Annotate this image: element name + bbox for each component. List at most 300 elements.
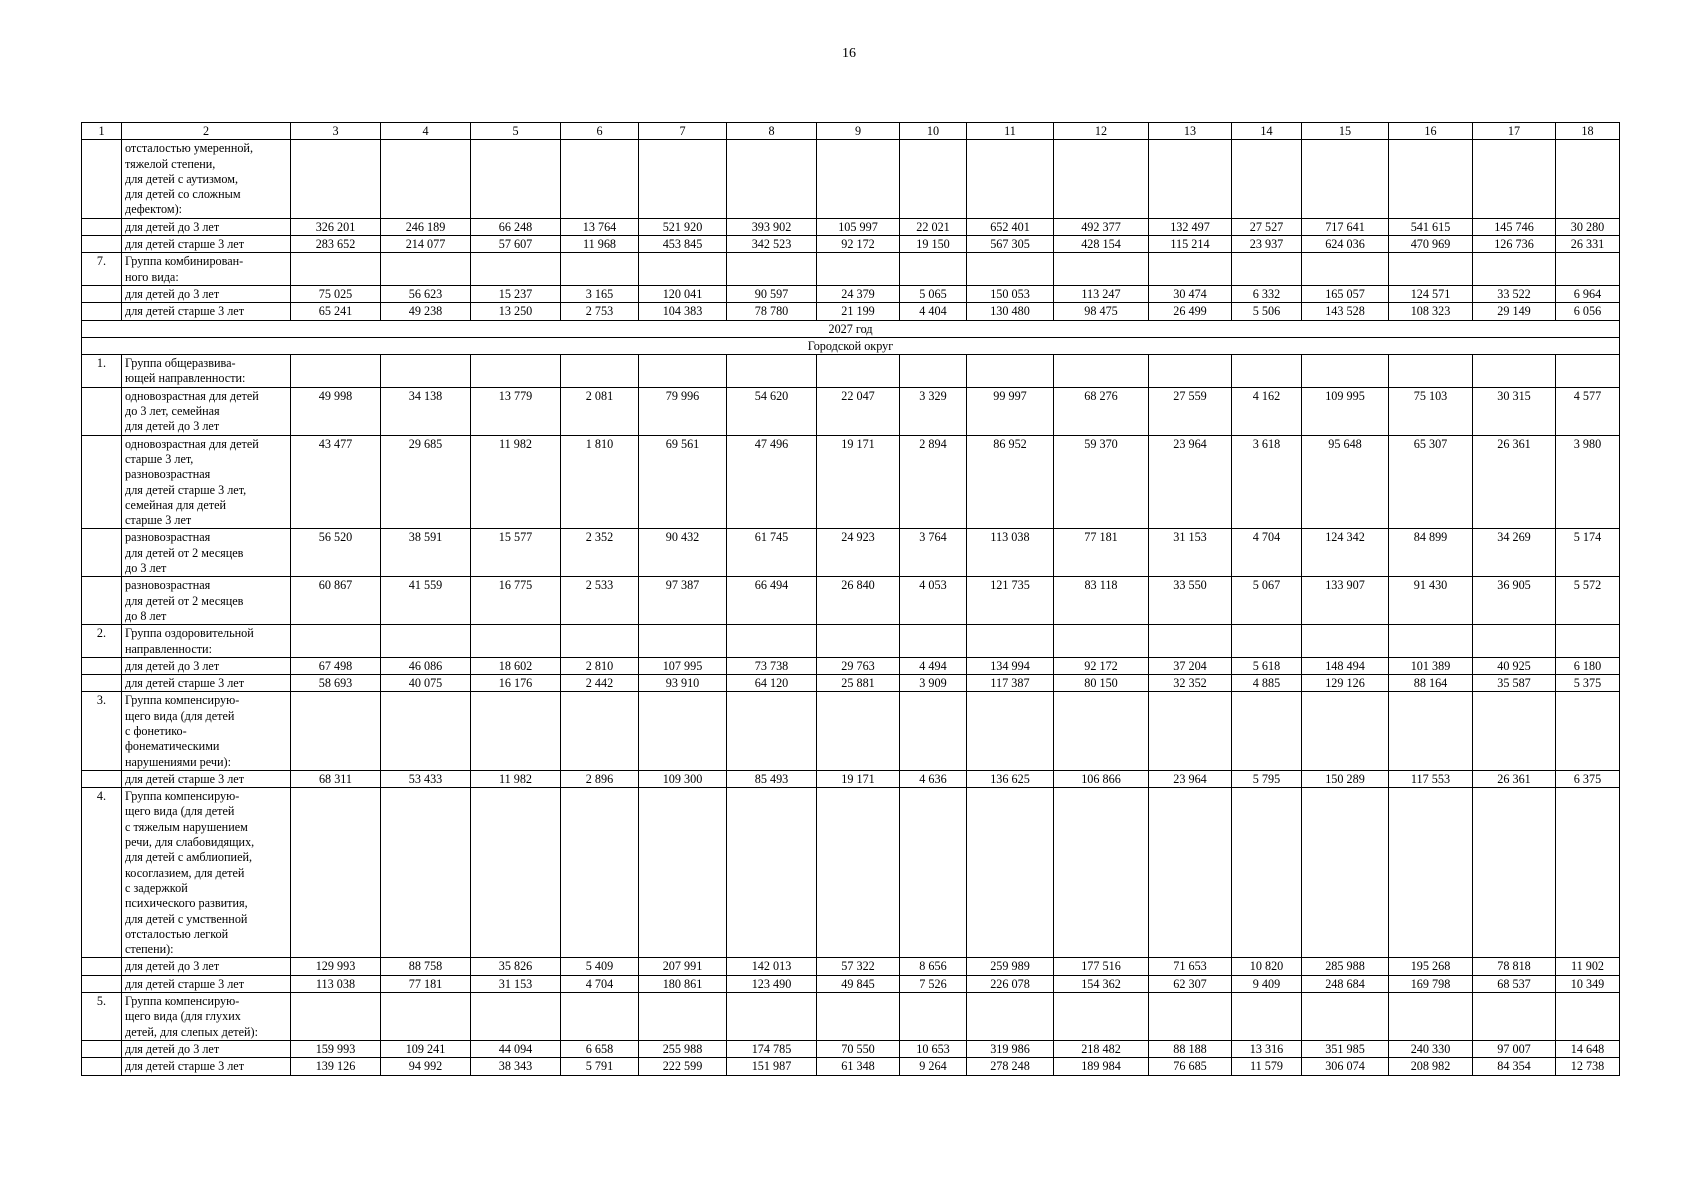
value-cell: 92 172 (817, 236, 900, 253)
value-cell (1473, 625, 1556, 658)
row-number (82, 285, 122, 302)
value-cell: 69 561 (639, 435, 727, 529)
row-label: разновозрастная для детей от 2 месяцев до 3 лет (122, 529, 291, 577)
value-cell (291, 355, 381, 388)
value-cell (967, 625, 1054, 658)
value-cell (1232, 692, 1302, 770)
value-cell (967, 253, 1054, 286)
value-cell: 126 736 (1473, 236, 1556, 253)
value-cell: 32 352 (1149, 675, 1232, 692)
value-cell: 78 818 (1473, 958, 1556, 975)
table-row (82, 529, 1620, 577)
value-cell (639, 253, 727, 286)
value-cell (817, 788, 900, 958)
table-row (82, 692, 1620, 770)
value-cell: 4 494 (900, 657, 967, 674)
value-cell: 259 989 (967, 958, 1054, 975)
value-cell: 13 316 (1232, 1040, 1302, 1057)
row-number (82, 975, 122, 992)
value-cell: 21 199 (817, 303, 900, 320)
value-cell: 218 482 (1054, 1040, 1149, 1057)
value-cell: 13 779 (471, 387, 561, 435)
row-number (82, 958, 122, 975)
value-cell (1149, 692, 1232, 770)
value-cell (727, 355, 817, 388)
value-cell: 3 329 (900, 387, 967, 435)
value-cell: 16 775 (471, 577, 561, 625)
value-cell: 106 866 (1054, 770, 1149, 787)
value-cell: 11 982 (471, 435, 561, 529)
value-cell (967, 993, 1054, 1041)
value-cell: 2 896 (561, 770, 639, 787)
value-cell: 98 475 (1054, 303, 1149, 320)
value-cell: 120 041 (639, 285, 727, 302)
value-cell: 68 311 (291, 770, 381, 787)
value-cell (1054, 788, 1149, 958)
row-label: разновозрастная для детей от 2 месяцев до 8 лет (122, 577, 291, 625)
value-cell: 129 126 (1302, 675, 1389, 692)
value-cell: 342 523 (727, 236, 817, 253)
value-cell: 26 361 (1473, 435, 1556, 529)
value-cell: 37 204 (1149, 657, 1232, 674)
value-cell: 5 065 (900, 285, 967, 302)
value-cell (1473, 993, 1556, 1041)
value-cell: 41 559 (381, 577, 471, 625)
value-cell (1149, 788, 1232, 958)
value-cell: 4 577 (1556, 387, 1620, 435)
value-cell (471, 355, 561, 388)
row-label: для детей до 3 лет (122, 657, 291, 674)
value-cell (817, 355, 900, 388)
value-cell: 165 057 (1302, 285, 1389, 302)
value-cell: 75 103 (1389, 387, 1473, 435)
value-cell: 6 180 (1556, 657, 1620, 674)
data-table (81, 122, 1620, 1076)
value-cell: 97 387 (639, 577, 727, 625)
value-cell: 1 810 (561, 435, 639, 529)
section-heading: 2027 год (82, 320, 1620, 337)
value-cell: 255 988 (639, 1040, 727, 1057)
value-cell (291, 692, 381, 770)
value-cell (1389, 788, 1473, 958)
value-cell (727, 993, 817, 1041)
row-label: отсталостью умеренной, тяжелой степени, для детей с аутизмом, для детей со сложным дефектом): (122, 140, 291, 218)
value-cell: 95 648 (1302, 435, 1389, 529)
value-cell (727, 788, 817, 958)
row-number (82, 236, 122, 253)
value-cell (1556, 625, 1620, 658)
row-label: для детей старше 3 лет (122, 1058, 291, 1075)
value-cell: 57 322 (817, 958, 900, 975)
table-row (82, 236, 1620, 253)
column-number-13: 13 (1149, 123, 1232, 140)
value-cell: 77 181 (1054, 529, 1149, 577)
value-cell (639, 355, 727, 388)
value-cell (817, 140, 900, 218)
value-cell: 319 986 (967, 1040, 1054, 1057)
value-cell: 68 276 (1054, 387, 1149, 435)
value-cell: 177 516 (1054, 958, 1149, 975)
value-cell: 174 785 (727, 1040, 817, 1057)
value-cell: 19 171 (817, 770, 900, 787)
row-number: 5. (82, 993, 122, 1041)
value-cell (561, 355, 639, 388)
value-cell: 107 995 (639, 657, 727, 674)
value-cell: 68 537 (1473, 975, 1556, 992)
column-number-10: 10 (900, 123, 967, 140)
value-cell: 9 264 (900, 1058, 967, 1075)
value-cell (817, 692, 900, 770)
value-cell: 56 623 (381, 285, 471, 302)
value-cell: 49 998 (291, 387, 381, 435)
value-cell: 40 925 (1473, 657, 1556, 674)
value-cell: 541 615 (1389, 218, 1473, 235)
value-cell: 115 214 (1149, 236, 1232, 253)
value-cell: 393 902 (727, 218, 817, 235)
value-cell: 78 780 (727, 303, 817, 320)
value-cell (727, 625, 817, 658)
value-cell: 101 389 (1389, 657, 1473, 674)
value-cell (1232, 355, 1302, 388)
value-cell (1556, 788, 1620, 958)
value-cell: 12 738 (1556, 1058, 1620, 1075)
value-cell: 492 377 (1054, 218, 1149, 235)
value-cell (561, 140, 639, 218)
value-cell (1302, 788, 1389, 958)
value-cell: 226 078 (967, 975, 1054, 992)
value-cell: 240 330 (1389, 1040, 1473, 1057)
value-cell (381, 993, 471, 1041)
value-cell: 90 432 (639, 529, 727, 577)
value-cell: 35 826 (471, 958, 561, 975)
value-cell: 5 506 (1232, 303, 1302, 320)
value-cell: 56 520 (291, 529, 381, 577)
value-cell: 88 164 (1389, 675, 1473, 692)
section-heading: Городской округ (82, 337, 1620, 354)
value-cell: 129 993 (291, 958, 381, 975)
value-cell (1232, 993, 1302, 1041)
value-cell (1054, 253, 1149, 286)
column-number-6: 6 (561, 123, 639, 140)
value-cell: 54 620 (727, 387, 817, 435)
value-cell: 76 685 (1149, 1058, 1232, 1075)
value-cell (1389, 692, 1473, 770)
value-cell: 34 269 (1473, 529, 1556, 577)
row-label: для детей старше 3 лет (122, 975, 291, 992)
value-cell (471, 253, 561, 286)
value-cell: 108 323 (1389, 303, 1473, 320)
value-cell: 26 499 (1149, 303, 1232, 320)
row-number (82, 387, 122, 435)
value-cell: 40 075 (381, 675, 471, 692)
table-row (82, 577, 1620, 625)
value-cell (1302, 253, 1389, 286)
value-cell: 80 150 (1054, 675, 1149, 692)
value-cell: 3 764 (900, 529, 967, 577)
row-label: одновозрастная для детей до 3 лет, семейная для детей до 3 лет (122, 387, 291, 435)
value-cell: 3 618 (1232, 435, 1302, 529)
value-cell: 109 241 (381, 1040, 471, 1057)
value-cell (1054, 692, 1149, 770)
table-row (82, 1040, 1620, 1057)
value-cell (1389, 355, 1473, 388)
value-cell: 75 025 (291, 285, 381, 302)
value-cell: 90 597 (727, 285, 817, 302)
value-cell (381, 692, 471, 770)
value-cell: 16 176 (471, 675, 561, 692)
value-cell: 31 153 (1149, 529, 1232, 577)
value-cell: 65 307 (1389, 435, 1473, 529)
value-cell (471, 140, 561, 218)
column-number-5: 5 (471, 123, 561, 140)
value-cell: 169 798 (1389, 975, 1473, 992)
column-number-2: 2 (122, 123, 291, 140)
value-cell: 19 150 (900, 236, 967, 253)
value-cell: 104 383 (639, 303, 727, 320)
column-number-18: 18 (1556, 123, 1620, 140)
value-cell: 86 952 (967, 435, 1054, 529)
value-cell: 2 753 (561, 303, 639, 320)
value-cell: 66 248 (471, 218, 561, 235)
value-cell: 133 907 (1302, 577, 1389, 625)
value-cell: 59 370 (1054, 435, 1149, 529)
value-cell (291, 625, 381, 658)
value-cell: 2 081 (561, 387, 639, 435)
table-row (82, 387, 1620, 435)
value-cell: 29 149 (1473, 303, 1556, 320)
value-cell (291, 253, 381, 286)
value-cell: 26 361 (1473, 770, 1556, 787)
value-cell: 285 988 (1302, 958, 1389, 975)
value-cell: 22 021 (900, 218, 967, 235)
value-cell: 36 905 (1473, 577, 1556, 625)
table-row (82, 253, 1620, 286)
value-cell: 22 047 (817, 387, 900, 435)
value-cell: 57 607 (471, 236, 561, 253)
value-cell (1556, 253, 1620, 286)
value-cell: 33 522 (1473, 285, 1556, 302)
table-row (82, 770, 1620, 787)
value-cell: 117 387 (967, 675, 1054, 692)
value-cell (639, 692, 727, 770)
value-cell: 30 315 (1473, 387, 1556, 435)
value-cell: 10 349 (1556, 975, 1620, 992)
value-cell (561, 253, 639, 286)
value-cell: 130 480 (967, 303, 1054, 320)
value-cell: 83 118 (1054, 577, 1149, 625)
row-number: 2. (82, 625, 122, 658)
row-number: 1. (82, 355, 122, 388)
row-number (82, 435, 122, 529)
value-cell: 6 658 (561, 1040, 639, 1057)
table-row (82, 303, 1620, 320)
value-cell: 109 300 (639, 770, 727, 787)
value-cell (967, 692, 1054, 770)
value-cell (1054, 625, 1149, 658)
value-cell: 10 653 (900, 1040, 967, 1057)
value-cell (1054, 355, 1149, 388)
value-cell: 143 528 (1302, 303, 1389, 320)
value-cell: 5 572 (1556, 577, 1620, 625)
value-cell (727, 692, 817, 770)
value-cell: 11 968 (561, 236, 639, 253)
value-cell (1054, 993, 1149, 1041)
value-cell: 19 171 (817, 435, 900, 529)
column-number-11: 11 (967, 123, 1054, 140)
value-cell: 44 094 (471, 1040, 561, 1057)
value-cell: 246 189 (381, 218, 471, 235)
value-cell (639, 140, 727, 218)
table-row (82, 675, 1620, 692)
value-cell: 6 056 (1556, 303, 1620, 320)
table-body (82, 123, 1620, 1076)
value-cell: 326 201 (291, 218, 381, 235)
value-cell (817, 253, 900, 286)
value-cell: 248 684 (1302, 975, 1389, 992)
row-label: для детей до 3 лет (122, 1040, 291, 1057)
value-cell (1302, 355, 1389, 388)
value-cell (727, 140, 817, 218)
value-cell: 150 053 (967, 285, 1054, 302)
value-cell: 23 964 (1149, 770, 1232, 787)
value-cell: 5 791 (561, 1058, 639, 1075)
row-label: для детей до 3 лет (122, 285, 291, 302)
value-cell: 99 997 (967, 387, 1054, 435)
value-cell (1149, 253, 1232, 286)
value-cell (1473, 253, 1556, 286)
row-label: для детей до 3 лет (122, 958, 291, 975)
value-cell: 64 120 (727, 675, 817, 692)
value-cell: 58 693 (291, 675, 381, 692)
row-number (82, 577, 122, 625)
value-cell: 2 352 (561, 529, 639, 577)
value-cell: 29 763 (817, 657, 900, 674)
value-cell (471, 625, 561, 658)
value-cell (1232, 253, 1302, 286)
value-cell: 4 636 (900, 770, 967, 787)
value-cell (1232, 625, 1302, 658)
value-cell (471, 993, 561, 1041)
value-cell: 70 550 (817, 1040, 900, 1057)
value-cell: 84 899 (1389, 529, 1473, 577)
value-cell: 11 982 (471, 770, 561, 787)
value-cell: 43 477 (291, 435, 381, 529)
value-cell: 84 354 (1473, 1058, 1556, 1075)
value-cell: 13 764 (561, 218, 639, 235)
value-cell: 278 248 (967, 1058, 1054, 1075)
value-cell (381, 253, 471, 286)
value-cell (967, 355, 1054, 388)
value-cell (1473, 692, 1556, 770)
value-cell (1302, 993, 1389, 1041)
value-cell: 5 795 (1232, 770, 1302, 787)
value-cell: 94 992 (381, 1058, 471, 1075)
value-cell (639, 993, 727, 1041)
value-cell: 5 174 (1556, 529, 1620, 577)
value-cell (1389, 253, 1473, 286)
value-cell: 3 980 (1556, 435, 1620, 529)
value-cell (900, 253, 967, 286)
row-number (82, 1040, 122, 1057)
value-cell (381, 355, 471, 388)
table-row (82, 657, 1620, 674)
column-number-1: 1 (82, 123, 122, 140)
row-label: Группа компенсирую- щего вида (для глухих детей, для слепых детей): (122, 993, 291, 1041)
value-cell (1302, 625, 1389, 658)
value-cell: 61 348 (817, 1058, 900, 1075)
column-number-12: 12 (1054, 123, 1149, 140)
value-cell: 85 493 (727, 770, 817, 787)
value-cell: 30 474 (1149, 285, 1232, 302)
value-cell (1473, 788, 1556, 958)
table-row (82, 1058, 1620, 1075)
value-cell: 91 430 (1389, 577, 1473, 625)
table-row (82, 355, 1620, 388)
value-cell: 121 735 (967, 577, 1054, 625)
value-cell: 4 162 (1232, 387, 1302, 435)
value-cell: 717 641 (1302, 218, 1389, 235)
value-cell: 283 652 (291, 236, 381, 253)
row-label: Группа комбинирован- ного вида: (122, 253, 291, 286)
value-cell (1473, 140, 1556, 218)
value-cell (900, 355, 967, 388)
value-cell (639, 625, 727, 658)
value-cell: 2 533 (561, 577, 639, 625)
row-number: 4. (82, 788, 122, 958)
value-cell (967, 788, 1054, 958)
table-row (82, 958, 1620, 975)
value-cell: 5 618 (1232, 657, 1302, 674)
value-cell: 351 985 (1302, 1040, 1389, 1057)
value-cell (561, 625, 639, 658)
value-cell (900, 993, 967, 1041)
column-number-4: 4 (381, 123, 471, 140)
value-cell: 93 910 (639, 675, 727, 692)
value-cell (291, 788, 381, 958)
row-label: одновозрастная для детей старше 3 лет, разновозрастная для детей старше 3 лет, семейная для детей старше 3 лет (122, 435, 291, 529)
table-row (82, 435, 1620, 529)
value-cell: 27 527 (1232, 218, 1302, 235)
row-number (82, 529, 122, 577)
section-heading-row (82, 320, 1620, 337)
value-cell: 132 497 (1149, 218, 1232, 235)
value-cell: 567 305 (967, 236, 1054, 253)
value-cell: 47 496 (727, 435, 817, 529)
value-cell: 25 881 (817, 675, 900, 692)
value-cell: 180 861 (639, 975, 727, 992)
value-cell: 4 704 (561, 975, 639, 992)
table-row (82, 975, 1620, 992)
value-cell (1232, 788, 1302, 958)
value-cell: 306 074 (1302, 1058, 1389, 1075)
column-number-15: 15 (1302, 123, 1389, 140)
value-cell (1149, 355, 1232, 388)
table-row (82, 788, 1620, 958)
value-cell: 113 038 (967, 529, 1054, 577)
value-cell: 26 331 (1556, 236, 1620, 253)
row-number (82, 675, 122, 692)
row-label: Группа компенсирую- щего вида (для детей с тяжелым нарушением речи, для слабовидящих, для детей с амблиопией, косоглазием, для детей с задержкой психического развития, для детей с умственной отсталостью легкой степени): (122, 788, 291, 958)
value-cell: 9 409 (1232, 975, 1302, 992)
value-cell: 113 247 (1054, 285, 1149, 302)
value-cell (291, 140, 381, 218)
value-cell (1149, 993, 1232, 1041)
row-number (82, 303, 122, 320)
value-cell: 6 964 (1556, 285, 1620, 302)
column-number-9: 9 (817, 123, 900, 140)
value-cell (561, 692, 639, 770)
value-cell: 35 587 (1473, 675, 1556, 692)
